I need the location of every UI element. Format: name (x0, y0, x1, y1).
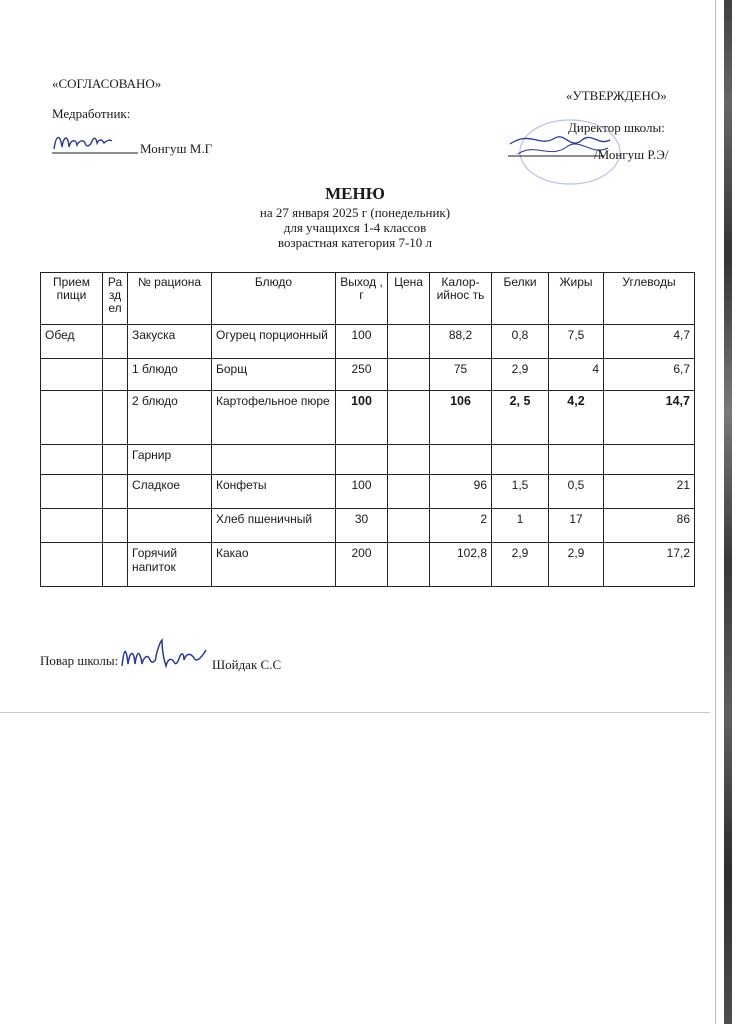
cell-section (103, 509, 128, 543)
cell-fat: 2,9 (549, 543, 604, 587)
cell-yield: 250 (336, 359, 388, 391)
cell-ration: Закуска (128, 325, 212, 359)
cell-fat: 0,5 (549, 475, 604, 509)
cell-carbs (604, 445, 695, 475)
approval-name: Монгуш М.Г (140, 141, 213, 156)
cell-protein: 2,9 (492, 543, 549, 587)
cell-yield: 200 (336, 543, 388, 587)
cell-protein: 0,8 (492, 325, 549, 359)
cell-dish: Какао (212, 543, 336, 587)
header-price: Цена (388, 273, 430, 325)
cell-dish: Борщ (212, 359, 336, 391)
header-carbs: Углеводы (604, 273, 695, 325)
cell-section (103, 543, 128, 587)
cell-dish: Картофельное пюре (212, 391, 336, 445)
cell-carbs: 17,2 (604, 543, 695, 587)
cell-section (103, 445, 128, 475)
approved-label: «УТВЕРЖДЕНО» (566, 88, 667, 103)
cell-kcal (430, 445, 492, 475)
menu-table (40, 272, 695, 587)
header-meal: Прием пищи (41, 273, 103, 325)
approved-name: /Монгуш Р.Э/ (594, 147, 669, 162)
cell-yield: 100 (336, 475, 388, 509)
cell-protein: 1,5 (492, 475, 549, 509)
scan-fold-line (0, 712, 710, 713)
cell-price (388, 359, 430, 391)
cell-yield: 100 (336, 391, 388, 445)
cell-meal (41, 543, 103, 587)
cell-fat (549, 445, 604, 475)
cell-fat: 17 (549, 509, 604, 543)
cell-price (388, 475, 430, 509)
table-row (41, 543, 695, 587)
cell-kcal: 102,8 (430, 543, 492, 587)
header-dish: Блюдо (212, 273, 336, 325)
cell-ration (128, 509, 212, 543)
cell-kcal: 75 (430, 359, 492, 391)
cook-name: Шойдак С.С (212, 657, 282, 672)
cell-protein: 2, 5 (492, 391, 549, 445)
cell-ration: Гарнир (128, 445, 212, 475)
cell-kcal: 106 (430, 391, 492, 445)
scan-edge (710, 0, 744, 1024)
cell-protein (492, 445, 549, 475)
cell-section (103, 475, 128, 509)
cook-label: Повар школы: (40, 653, 119, 668)
scan-edge-line (715, 0, 716, 1024)
page-title: МЕНЮ (325, 184, 385, 203)
cell-meal: Обед (41, 325, 103, 359)
cell-carbs: 21 (604, 475, 695, 509)
cell-ration: Сладкое (128, 475, 212, 509)
medic-signature (50, 125, 140, 161)
approval-label: «СОГЛАСОВАНО» (52, 76, 162, 91)
cell-protein: 1 (492, 509, 549, 543)
cell-dish: Огурец порционный (212, 325, 336, 359)
header-ration: № рациона (128, 273, 212, 325)
cell-meal (41, 359, 103, 391)
cell-kcal: 96 (430, 475, 492, 509)
cell-meal (41, 391, 103, 445)
cell-fat: 4 (549, 359, 604, 391)
cell-ration: Горячий напиток (128, 543, 212, 587)
cell-carbs: 6,7 (604, 359, 695, 391)
cell-meal (41, 445, 103, 475)
cell-dish: Конфеты (212, 475, 336, 509)
scan-edge-shadow (724, 0, 732, 1024)
cell-price (388, 391, 430, 445)
table-header-row (41, 273, 695, 325)
table-row (41, 509, 695, 543)
cell-yield: 100 (336, 325, 388, 359)
cell-section (103, 325, 128, 359)
cell-section (103, 359, 128, 391)
cell-ration: 2 блюдо (128, 391, 212, 445)
header-section: Ра зд ел (103, 273, 128, 325)
cell-ration: 1 блюдо (128, 359, 212, 391)
cell-fat: 7,5 (549, 325, 604, 359)
header-yield: Выход , г (336, 273, 388, 325)
age-line: возрастная категория 7-10 л (277, 235, 433, 250)
date-line: на 27 января 2025 г (понедельник) (259, 205, 451, 220)
approval-role: Медработник: (52, 106, 131, 121)
cell-fat: 4,2 (549, 391, 604, 445)
cell-protein: 2,9 (492, 359, 549, 391)
cell-dish (212, 445, 336, 475)
cook-signature (118, 636, 210, 676)
cell-yield: 30 (336, 509, 388, 543)
header-protein: Белки (492, 273, 549, 325)
cell-meal (41, 475, 103, 509)
table-row (41, 359, 695, 391)
table-row (41, 475, 695, 509)
cell-meal (41, 509, 103, 543)
cell-yield (336, 445, 388, 475)
cell-carbs: 14,7 (604, 391, 695, 445)
cell-price (388, 543, 430, 587)
table-row (41, 325, 695, 359)
students-line: для учащихся 1-4 классов (283, 220, 427, 235)
cell-price (388, 325, 430, 359)
cell-dish: Хлеб пшеничный (212, 509, 336, 543)
table-row (41, 391, 695, 445)
header-kcal: Калор- ийнос ть (430, 273, 492, 325)
approved-role: Директор школы: (568, 120, 665, 135)
cell-carbs: 4,7 (604, 325, 695, 359)
cell-price (388, 509, 430, 543)
header-fat: Жиры (549, 273, 604, 325)
cell-carbs: 86 (604, 509, 695, 543)
cell-kcal: 88,2 (430, 325, 492, 359)
table-row (41, 445, 695, 475)
cell-price (388, 445, 430, 475)
cell-section (103, 391, 128, 445)
cell-kcal: 2 (430, 509, 492, 543)
